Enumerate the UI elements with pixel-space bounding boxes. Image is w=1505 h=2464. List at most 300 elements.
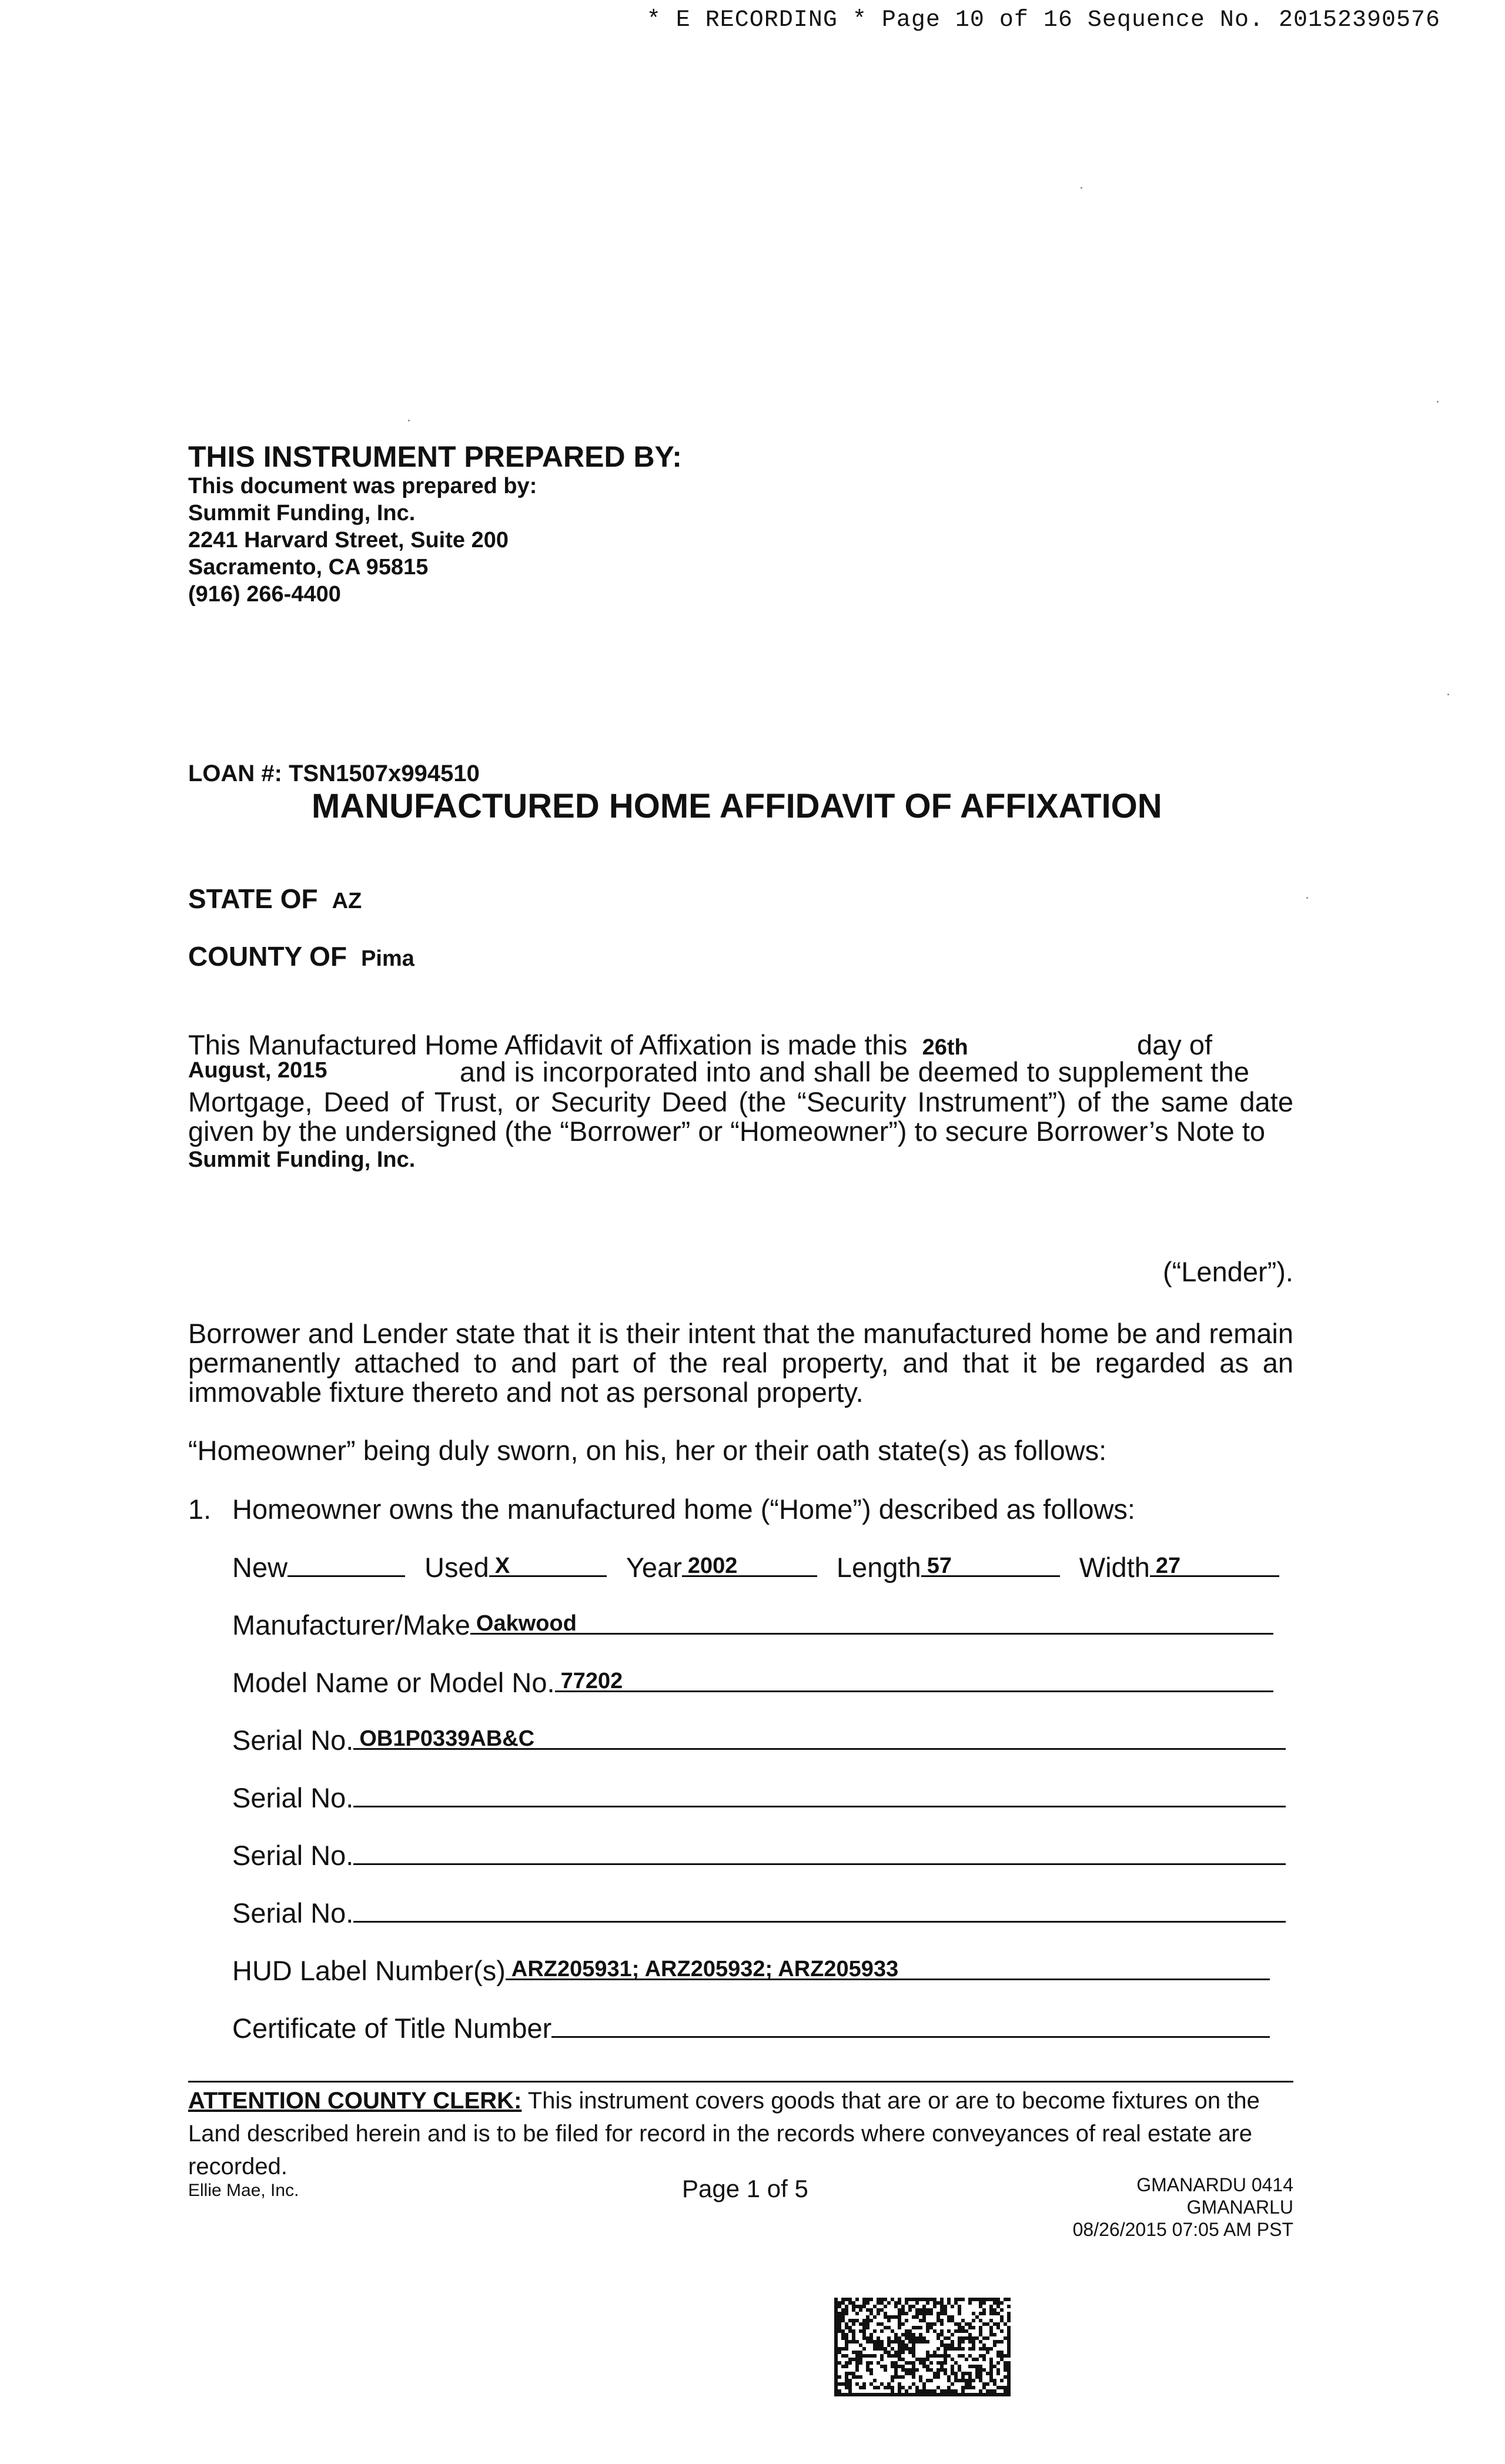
barcode-module bbox=[968, 2333, 972, 2336]
barcode-module bbox=[859, 2358, 862, 2361]
barcode-module bbox=[908, 2372, 912, 2375]
hud-value: ARZ205931; ARZ205932; ARZ205933 bbox=[511, 1957, 899, 1981]
barcode-module bbox=[898, 2389, 901, 2393]
barcode-module bbox=[961, 2326, 965, 2329]
barcode-module bbox=[972, 2344, 975, 2347]
barcode-module bbox=[877, 2322, 880, 2326]
barcode-module bbox=[989, 2358, 993, 2361]
barcode-module bbox=[922, 2312, 926, 2315]
barcode-module bbox=[834, 2368, 838, 2372]
barcode-module bbox=[958, 2379, 961, 2382]
model-value: 77202 bbox=[560, 1669, 623, 1693]
barcode-module bbox=[880, 2308, 884, 2312]
barcode-module bbox=[940, 2365, 944, 2368]
barcode-module bbox=[1004, 2354, 1007, 2358]
barcode-module bbox=[965, 2393, 968, 2396]
barcode-module bbox=[944, 2305, 947, 2308]
barcode-module bbox=[965, 2358, 968, 2361]
scan-speck bbox=[1081, 187, 1082, 189]
barcode-module bbox=[965, 2386, 968, 2389]
barcode-module bbox=[961, 2329, 965, 2333]
used-field bbox=[489, 1549, 607, 1577]
barcode-module bbox=[859, 2393, 862, 2396]
barcode-module bbox=[834, 2361, 838, 2365]
barcode-module bbox=[884, 2347, 887, 2351]
barcode-module bbox=[845, 2393, 848, 2396]
barcode-module bbox=[958, 2322, 961, 2326]
barcode-module bbox=[880, 2340, 884, 2344]
new-label: New bbox=[232, 1552, 288, 1583]
barcode-module bbox=[989, 2368, 993, 2372]
attention-clerk bbox=[188, 2084, 1293, 2183]
barcode-module bbox=[898, 2344, 901, 2347]
barcode-module bbox=[845, 2344, 848, 2347]
barcode-module bbox=[841, 2329, 845, 2333]
barcode-module bbox=[954, 2329, 958, 2333]
barcode-module bbox=[901, 2358, 905, 2361]
barcode-module bbox=[898, 2358, 901, 2361]
barcode-module bbox=[894, 2301, 898, 2305]
barcode-module bbox=[944, 2336, 947, 2340]
barcode-module bbox=[968, 2379, 972, 2382]
barcode-module bbox=[862, 2305, 866, 2308]
scan-speck bbox=[1306, 897, 1308, 899]
barcode-module bbox=[993, 2389, 996, 2393]
barcode-module bbox=[848, 2393, 852, 2396]
model-field bbox=[555, 1665, 1273, 1692]
barcode-module bbox=[944, 2393, 947, 2396]
barcode-module bbox=[975, 2358, 979, 2361]
barcode-module bbox=[989, 2329, 993, 2333]
footer-right bbox=[1073, 2174, 1293, 2241]
barcode-module bbox=[866, 2326, 869, 2329]
intro-day-of: day of bbox=[1137, 1029, 1213, 1060]
barcode-module bbox=[968, 2382, 972, 2386]
barcode-module bbox=[961, 2379, 965, 2382]
new-field bbox=[287, 1549, 405, 1577]
barcode-module bbox=[989, 2319, 993, 2322]
barcode-module bbox=[905, 2333, 908, 2336]
barcode-module bbox=[944, 2358, 947, 2361]
barcode-module bbox=[866, 2340, 869, 2344]
barcode-module bbox=[989, 2361, 993, 2365]
barcode-module bbox=[838, 2322, 841, 2326]
barcode-module bbox=[982, 2382, 986, 2386]
barcode-module bbox=[937, 2312, 940, 2315]
barcode-module bbox=[915, 2386, 919, 2389]
barcode-module bbox=[880, 2329, 884, 2333]
barcode-module bbox=[859, 2361, 862, 2365]
barcode-module bbox=[958, 2344, 961, 2347]
barcode-module bbox=[898, 2319, 901, 2322]
barcode-module bbox=[993, 2312, 996, 2315]
barcode-module bbox=[926, 2389, 929, 2393]
barcode-module bbox=[866, 2322, 869, 2326]
barcode-module bbox=[1000, 2393, 1004, 2396]
barcode-module bbox=[841, 2298, 845, 2301]
barcode-module bbox=[982, 2322, 986, 2326]
barcode-module bbox=[961, 2386, 965, 2389]
barcode-module bbox=[838, 2375, 841, 2379]
barcode-module bbox=[908, 2368, 912, 2372]
barcode-module bbox=[926, 2322, 929, 2326]
barcode-module bbox=[968, 2340, 972, 2344]
barcode-module bbox=[877, 2347, 880, 2351]
barcode-module bbox=[979, 2333, 982, 2336]
barcode-module bbox=[986, 2322, 989, 2326]
used-value: X bbox=[494, 1554, 510, 1578]
barcode-module bbox=[1000, 2386, 1004, 2389]
barcode-module bbox=[1007, 2351, 1011, 2354]
barcode-module bbox=[852, 2375, 855, 2379]
barcode-module bbox=[880, 2298, 884, 2301]
barcode-module bbox=[866, 2315, 869, 2319]
barcode-module bbox=[937, 2336, 940, 2340]
barcode-module bbox=[1007, 2368, 1011, 2372]
width-value: 27 bbox=[1155, 1554, 1181, 1578]
barcode-module bbox=[901, 2375, 905, 2379]
barcode-module bbox=[855, 2354, 859, 2358]
barcode-module bbox=[901, 2322, 905, 2326]
barcode-module bbox=[912, 2368, 915, 2372]
barcode-module bbox=[859, 2322, 862, 2326]
attention-divider bbox=[188, 2081, 1293, 2083]
barcode-module bbox=[845, 2361, 848, 2365]
barcode-module bbox=[979, 2389, 982, 2393]
barcode-module bbox=[929, 2354, 933, 2358]
barcode-module bbox=[1007, 2312, 1011, 2315]
barcode-module bbox=[905, 2389, 908, 2393]
barcode-module bbox=[891, 2389, 894, 2393]
barcode-module bbox=[986, 2347, 989, 2351]
barcode-module bbox=[965, 2382, 968, 2386]
barcode-module bbox=[947, 2375, 951, 2379]
barcode-module bbox=[905, 2301, 908, 2305]
barcode-module bbox=[877, 2336, 880, 2340]
barcode-module bbox=[894, 2351, 898, 2354]
barcode-module bbox=[922, 2365, 926, 2368]
barcode-module bbox=[901, 2347, 905, 2351]
barcode-module bbox=[940, 2301, 944, 2305]
barcode-module bbox=[922, 2298, 926, 2301]
barcode-module bbox=[873, 2329, 877, 2333]
barcode-module bbox=[891, 2329, 894, 2333]
barcode-module bbox=[982, 2347, 986, 2351]
barcode-module bbox=[947, 2389, 951, 2393]
barcode-module bbox=[972, 2336, 975, 2340]
barcode-module bbox=[912, 2305, 915, 2308]
barcode-module bbox=[1004, 2368, 1007, 2372]
barcode-module bbox=[880, 2354, 884, 2358]
state-line bbox=[188, 883, 362, 915]
barcode-module bbox=[838, 2382, 841, 2386]
barcode-module bbox=[958, 2298, 961, 2301]
barcode-module bbox=[877, 2361, 880, 2365]
barcode-module bbox=[838, 2329, 841, 2333]
barcode-module bbox=[986, 2393, 989, 2396]
barcode-module bbox=[933, 2351, 937, 2354]
barcode-module bbox=[869, 2393, 873, 2396]
barcode-module bbox=[1000, 2340, 1004, 2344]
barcode-module bbox=[958, 2308, 961, 2312]
barcode-module bbox=[841, 2315, 845, 2319]
state-label: STATE OF bbox=[188, 883, 318, 914]
barcode-module bbox=[838, 2305, 841, 2308]
barcode-module bbox=[972, 2393, 975, 2396]
barcode-module bbox=[1000, 2315, 1004, 2319]
barcode-module bbox=[869, 2336, 873, 2340]
barcode-module bbox=[926, 2298, 929, 2301]
barcode-module bbox=[968, 2372, 972, 2375]
barcode-module bbox=[929, 2389, 933, 2393]
barcode-module bbox=[848, 2301, 852, 2305]
barcode-module bbox=[898, 2393, 901, 2396]
barcode-module bbox=[940, 2319, 944, 2322]
barcode-module bbox=[855, 2298, 859, 2301]
barcode-module bbox=[944, 2308, 947, 2312]
barcode-module bbox=[929, 2308, 933, 2312]
barcode-module bbox=[852, 2372, 855, 2375]
barcode-module bbox=[915, 2308, 919, 2312]
barcode-module bbox=[1004, 2365, 1007, 2368]
barcode-module bbox=[841, 2336, 845, 2340]
barcode-module bbox=[848, 2298, 852, 2301]
barcode-module bbox=[929, 2298, 933, 2301]
oath-line: “Homeowner” being duly sworn, on his, her or their oath state(s) as follows: bbox=[188, 1435, 1107, 1466]
barcode-module bbox=[929, 2326, 933, 2329]
barcode-module bbox=[841, 2319, 845, 2322]
barcode-module bbox=[937, 2386, 940, 2389]
barcode-module bbox=[965, 2372, 968, 2375]
barcode-module bbox=[922, 2358, 926, 2361]
barcode-module bbox=[852, 2301, 855, 2305]
barcode-module bbox=[866, 2336, 869, 2340]
barcode-module bbox=[989, 2312, 993, 2315]
barcode-module bbox=[915, 2368, 919, 2372]
barcode-module bbox=[915, 2298, 919, 2301]
barcode-module bbox=[901, 2333, 905, 2336]
barcode-module bbox=[859, 2351, 862, 2354]
county-value: Pima bbox=[361, 946, 414, 971]
barcode-module bbox=[933, 2301, 937, 2305]
barcode-module bbox=[884, 2326, 887, 2329]
serial-field bbox=[353, 1780, 1286, 1807]
barcode-module bbox=[929, 2322, 933, 2326]
barcode-module bbox=[862, 2354, 866, 2358]
barcode-module bbox=[1004, 2393, 1007, 2396]
barcode-icon bbox=[834, 2297, 1011, 2397]
barcode-module bbox=[848, 2382, 852, 2386]
barcode-module bbox=[961, 2389, 965, 2393]
barcode-module bbox=[975, 2315, 979, 2319]
barcode-module bbox=[912, 2393, 915, 2396]
barcode-module bbox=[937, 2368, 940, 2372]
barcode-module bbox=[951, 2315, 954, 2319]
state-value: AZ bbox=[332, 889, 362, 913]
barcode-module bbox=[965, 2379, 968, 2382]
barcode-module bbox=[884, 2365, 887, 2368]
barcode-module bbox=[866, 2354, 869, 2358]
barcode-module bbox=[968, 2347, 972, 2351]
barcode-module bbox=[940, 2393, 944, 2396]
barcode-module bbox=[968, 2386, 972, 2389]
barcode-module bbox=[972, 2386, 975, 2389]
barcode-module bbox=[922, 2308, 926, 2312]
barcode-module bbox=[961, 2347, 965, 2351]
attention-label: ATTENTION COUNTY CLERK: bbox=[188, 2088, 522, 2114]
barcode-module bbox=[933, 2305, 937, 2308]
barcode-module bbox=[982, 2344, 986, 2347]
width-field bbox=[1150, 1549, 1279, 1577]
barcode-module bbox=[1004, 2322, 1007, 2326]
barcode-module bbox=[915, 2340, 919, 2344]
barcode-module bbox=[986, 2351, 989, 2354]
barcode-module bbox=[912, 2333, 915, 2336]
barcode-module bbox=[947, 2354, 951, 2358]
barcode-module bbox=[912, 2336, 915, 2340]
barcode-module bbox=[951, 2365, 954, 2368]
barcode-module bbox=[834, 2375, 838, 2379]
barcode-module bbox=[951, 2393, 954, 2396]
barcode-module bbox=[947, 2329, 951, 2333]
barcode-module bbox=[912, 2326, 915, 2329]
barcode-module bbox=[1000, 2351, 1004, 2354]
barcode-module bbox=[982, 2298, 986, 2301]
barcode-module bbox=[855, 2368, 859, 2372]
barcode-module bbox=[845, 2333, 848, 2336]
barcode-module bbox=[894, 2333, 898, 2336]
barcode-module bbox=[961, 2375, 965, 2379]
barcode-module bbox=[834, 2312, 838, 2315]
barcode-module bbox=[989, 2375, 993, 2379]
barcode-module bbox=[869, 2308, 873, 2312]
barcode-module bbox=[947, 2379, 951, 2382]
barcode-module bbox=[848, 2361, 852, 2365]
barcode-module bbox=[908, 2336, 912, 2340]
barcode-module bbox=[915, 2312, 919, 2315]
model-row bbox=[232, 1665, 1273, 1699]
barcode-module bbox=[912, 2298, 915, 2301]
barcode-module bbox=[838, 2351, 841, 2354]
barcode-module bbox=[859, 2344, 862, 2347]
barcode-module bbox=[954, 2393, 958, 2396]
barcode-module bbox=[951, 2389, 954, 2393]
barcode-module bbox=[873, 2305, 877, 2308]
barcode-module bbox=[891, 2347, 894, 2351]
barcode-module bbox=[993, 2333, 996, 2336]
barcode-module bbox=[859, 2308, 862, 2312]
barcode-module bbox=[869, 2368, 873, 2372]
barcode-module bbox=[869, 2340, 873, 2344]
barcode-module bbox=[968, 2336, 972, 2340]
barcode-module bbox=[929, 2393, 933, 2396]
barcode-module bbox=[877, 2340, 880, 2344]
barcode-module bbox=[926, 2340, 929, 2344]
barcode-module bbox=[841, 2301, 845, 2305]
barcode-module bbox=[926, 2379, 929, 2382]
barcode-module bbox=[912, 2361, 915, 2365]
barcode-module bbox=[982, 2308, 986, 2312]
barcode-module bbox=[905, 2368, 908, 2372]
barcode-module bbox=[834, 2340, 838, 2344]
barcode-module bbox=[993, 2365, 996, 2368]
serial-row bbox=[232, 1895, 1286, 1929]
barcode-module bbox=[873, 2393, 877, 2396]
barcode-module bbox=[1004, 2361, 1007, 2365]
barcode-module bbox=[947, 2301, 951, 2305]
barcode-module bbox=[958, 2354, 961, 2358]
barcode-module bbox=[845, 2386, 848, 2389]
barcode-module bbox=[986, 2298, 989, 2301]
barcode-module bbox=[975, 2365, 979, 2368]
barcode-module bbox=[996, 2312, 1000, 2315]
barcode-module bbox=[1007, 2361, 1011, 2365]
barcode-module bbox=[1004, 2298, 1007, 2301]
barcode-module bbox=[986, 2389, 989, 2393]
barcode-module bbox=[947, 2319, 951, 2322]
length-field bbox=[921, 1549, 1060, 1577]
barcode-module bbox=[869, 2382, 873, 2386]
serial-value: OB1P0339AB&C bbox=[359, 1726, 535, 1751]
barcode-module bbox=[965, 2322, 968, 2326]
barcode-module bbox=[905, 2361, 908, 2365]
barcode-module bbox=[989, 2372, 993, 2375]
barcode-module bbox=[862, 2329, 866, 2333]
barcode-module bbox=[954, 2361, 958, 2365]
width-label: Width bbox=[1079, 1552, 1150, 1583]
barcode-module bbox=[968, 2375, 972, 2379]
barcode-module bbox=[848, 2319, 852, 2322]
barcode-module bbox=[979, 2312, 982, 2315]
intro-line-2 bbox=[188, 1056, 1293, 1087]
barcode-module bbox=[1004, 2389, 1007, 2393]
barcode-module bbox=[852, 2308, 855, 2312]
barcode-module bbox=[915, 2393, 919, 2396]
barcode-module bbox=[951, 2347, 954, 2351]
barcode-module bbox=[834, 2326, 838, 2329]
barcode-module bbox=[996, 2322, 1000, 2326]
barcode-module bbox=[922, 2315, 926, 2319]
intro-line-3: Mortgage, Deed of Trust, or Security Deed (the “Security Instrument”) of the same date given by the undersigned (the “Borrower” or “Homeowner”) to secure Borrower’s Note to bbox=[188, 1086, 1293, 1147]
barcode-module bbox=[993, 2301, 996, 2305]
barcode-module bbox=[898, 2298, 901, 2301]
barcode-module bbox=[891, 2386, 894, 2389]
barcode-module bbox=[841, 2347, 845, 2351]
barcode-module bbox=[937, 2315, 940, 2319]
barcode-module bbox=[898, 2347, 901, 2351]
barcode-module bbox=[937, 2361, 940, 2365]
barcode-module bbox=[965, 2329, 968, 2333]
barcode-module bbox=[968, 2365, 972, 2368]
barcode-module bbox=[989, 2365, 993, 2368]
barcode-module bbox=[982, 2386, 986, 2389]
scan-speck bbox=[1447, 694, 1449, 695]
barcode-module bbox=[937, 2375, 940, 2379]
barcode-module bbox=[982, 2301, 986, 2305]
barcode-module bbox=[894, 2361, 898, 2365]
barcode-module bbox=[834, 2308, 838, 2312]
barcode-module bbox=[869, 2333, 873, 2336]
barcode-module bbox=[947, 2315, 951, 2319]
length-label: Length bbox=[836, 1552, 921, 1583]
barcode-module bbox=[922, 2305, 926, 2308]
barcode-module bbox=[993, 2393, 996, 2396]
barcode-module bbox=[880, 2347, 884, 2351]
barcode-module bbox=[912, 2375, 915, 2379]
barcode-module bbox=[845, 2354, 848, 2358]
barcode-module bbox=[1007, 2382, 1011, 2386]
barcode-module bbox=[887, 2344, 891, 2347]
